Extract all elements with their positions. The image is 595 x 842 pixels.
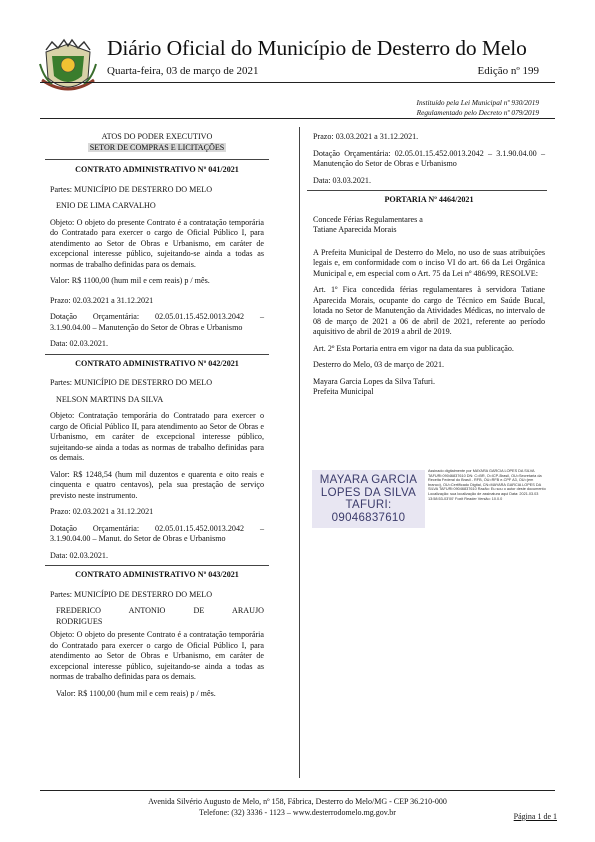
contract-042-data: Data: 02.03.2021. (50, 550, 108, 560)
contract-042-objeto: Objeto: Contratação temporária do Contratado para exercer o cargo de Oficial Público II, para atendimento ao Setor de Obras e Urbanismo, em caráter de excepcional interesse público, sujeitando-se ainda a todas as normas de trabalho definidas para os demais. (50, 411, 264, 462)
contract-041-partes: Partes: MUNICÍPIO DE DESTERRO DO MELO (50, 184, 213, 194)
contract-041-objeto: Objeto: O objeto do presente Contrato é a contratação temporária do Contratado para exercer o cargo de Oficial Público I, para atendimento ao Setor de Obras e Urbanismo, em caráter de excepcional interesse público, sujeitando-se ainda a todas as normas de trabalho definidas para os demais. (50, 217, 264, 269)
contract-043-prazo: Prazo: 03.03.2021 a 31.12.2021. (313, 132, 419, 141)
right-column (313, 132, 545, 398)
contract-043-partes: Partes: MUNICÍPIO DE DESTERRO DO MELO (50, 589, 213, 599)
portaria-preamble: A Prefeita Municipal de Desterro do Melo, no uso de suas atribuições legais e, em conformidade com o inciso VI do art. 66 da Lei Orgânica Municipal e, em especial com o Art. 75 da Lei nº 486/99, RESOLVE: (313, 247, 545, 278)
contract-042-partes: Partes: MUNICÍPIO DE DESTERRO DO MELO (50, 378, 213, 387)
divider (307, 190, 547, 191)
contract-042-dotacao: Dotação Orçamentária: 02.05.01.15.452.0013.2042 – 3.1.90.04.00 – Manut. do Setor de Obras e Urbanismo (50, 523, 264, 543)
footer-address: Avenida Silvério Augusto de Melo, nº 158, Fábrica, Desterro do Melo/MG - CEP 36.210-000 (148, 797, 447, 806)
signer-role: Prefeita Municipal (313, 387, 374, 396)
page-number: Página 1 de 1 (513, 812, 557, 821)
contract-042-valor: Valor: R$ 1248,54 (hum mil duzentos e quarenta e oito reais e cinquenta e quatro centavos), pela sua prestação de serviço previsto neste instrumento. (50, 469, 264, 500)
footer-contact: Telefone: (32) 3336 - 1123 – www.desterrodomelo.mg.gov.br (199, 808, 396, 817)
contract-043-contractor-surname: RODRIGUES (56, 616, 103, 626)
signer-name: Mayara Garcia Lopes da Silva Tafuri. (313, 376, 435, 386)
digital-signature-details: Assinado digitalmente por MAYARA GARCIA LOPES DA SILVA TAFURI:09046837610 DN: C=BR, O=ICP-Brasil, OU=Secretaria da Receita Federal do Brasil - RFB, OU=RFB e-CPF A3, OU=(em branco), OU=Certificado Digital, CN=MAYARA GARCIA LOPES DA SILVA TAFURI:09046837610 Razão: Eu sou o autor deste documento Localização: sua localização de assinatura aqui Data: 2021.03.03 13:58:53-03'00' Foxit Reader Versão: 10.0.0 (428, 469, 546, 501)
portaria-place-date: Desterro do Melo, 03 de março de 2021. (313, 360, 445, 369)
portaria-concede: Concede Férias Regulamentares a (313, 214, 423, 224)
column-separator (299, 127, 300, 778)
contract-041-valor: Valor: R$ 1100,00 (hum mil e cem reais) p / mês. (50, 276, 210, 285)
contract-041-contractor: ENIO DE LIMA CARVALHO (56, 201, 156, 210)
portaria-article-2: Art. 2º Esta Portaria entra em vigor na data da sua publicação. (313, 343, 514, 353)
divider (45, 354, 269, 355)
contract-041-title: CONTRATO ADMINISTRATIVO Nº 041/2021 (75, 165, 239, 174)
divider (45, 565, 269, 566)
municipal-coat-of-arms-icon (38, 38, 98, 98)
contract-042-title: CONTRATO ADMINISTRATIVO Nº 042/2021 (75, 358, 239, 368)
contract-041-prazo: Prazo: 02.03.2021 a 31.12.2021 (50, 295, 154, 305)
contract-043-data: Data: 03.03.2021. (313, 175, 371, 185)
digital-signature-name: MAYARA GARCIA LOPES DA SILVA TAFURI: 09046837610 (319, 474, 418, 524)
portaria-servant: Tatiane Aparecida Morais (313, 225, 397, 234)
section-subtitle: SETOR DE COMPRAS E LICITAÇÕES (89, 142, 225, 152)
contract-043-contractor: FREDERICO ANTONIO DE ARAUJO (56, 606, 264, 615)
gazette-title: Diário Oficial do Município de Desterro do Melo (107, 36, 527, 60)
edition-number: Edição nº 199 (477, 65, 539, 77)
section-title: ATOS DO PODER EXECUTIVO (101, 132, 213, 141)
contract-042-contractor: NELSON MARTINS DA SILVA (56, 394, 164, 404)
contract-041-dotacao: Dotação Orçamentária: 02.05.01.15.452.0013.2042 – 3.1.90.04.00 – Manutenção do Setor de Obras e Urbanismo (50, 312, 264, 332)
issue-date: Quarta-feira, 03 de março de 2021 (107, 65, 259, 77)
contract-042-prazo: Prazo: 02.03.2021 a 31.12.2021 (50, 507, 154, 516)
contract-043-dotacao: Dotação Orçamentária: 02.05.01.15.452.0013.2042 – 3.1.90.04.00 – Manutenção do Setor de Obras e Urbanismo (313, 148, 545, 168)
contract-041-data: Data: 02.03.2021. (50, 339, 108, 348)
left-column (50, 132, 264, 699)
regulation-decree: Regulamentado pelo Decreto nº 079/2019 (416, 108, 539, 117)
header-divider-2 (40, 118, 555, 119)
contract-043-valor: Valor: R$ 1100,00 (hum mil e cem reais) p / mês. (56, 688, 216, 698)
divider (45, 159, 269, 160)
header-divider (40, 82, 555, 83)
footer-divider (40, 790, 555, 791)
institution-law: Instituído pela Lei Municipal nº 930/2019 (416, 98, 539, 107)
portaria-article-1: Art. 1º Fica concedida férias regulamentares à servidora Tatiane Aparecida Morais, ocupante do cargo de Técnico em Saúde Bucal, lotada no Setor de Manutenção da Atividades Médicas, no intervalo de 08 de março de 2021 a 06 de abril de 2021, referente ao período aquisitivo de abril de 2019 a abril de 2019. (313, 285, 545, 336)
portaria-title: PORTARIA Nº 4464/2021 (384, 195, 474, 204)
contract-043-objeto: Objeto: O objeto do presente Contrato é a contratação temporária do Contratado para exercer o cargo de Oficial Público I, para atendimento ao Setor de Obras e Urbanismo, em caráter de excepcional interesse público, sujeitando-se ainda a todas as normas de trabalho definidas para os demais. (50, 630, 264, 681)
contract-043-title: CONTRATO ADMINISTRATIVO Nº 043/2021 (75, 570, 239, 579)
